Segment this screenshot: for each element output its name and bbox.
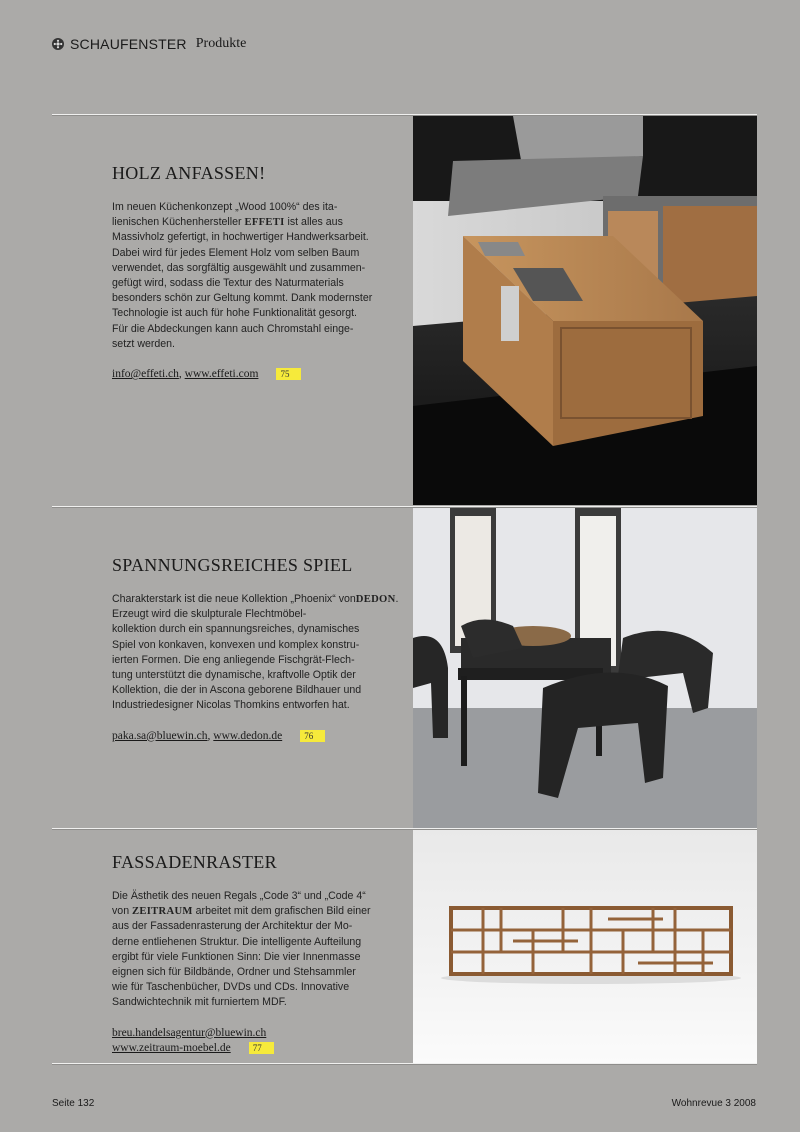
contact-email-link[interactable]: paka.sa@bluewin.ch [112,729,208,742]
article-body: Die Ästhetik des neuen Regals „Code 3“ und „Code 4“ von ZEITRAUM arbeitet mit dem grafischen Bild einer aus der Fassadenrasterung der Architektur der Mo- derne entliehenen Struktur. Die intelligente Aufteilung ergibt für viele Funktionen Sinn: Die vier Innenmasse eignen sich für Bildbände, Ordner und Stehsammler wie für Taschenbücher, DVDs und CDs. Innovative Sandwichtechnik mit furniertem MDF. [112,890,371,1009]
page-number: Seite 132 [52,1098,95,1109]
website-link[interactable]: www.dedon.de [213,729,283,742]
brand-name: EFFETI [244,217,285,229]
article-title: SPANNUNGSREICHES SPIEL [112,555,353,575]
magazine-section-brand: SCHAUFENSTER [70,36,187,52]
article-body: Im neuen Küchenkonzept „Wood 100%“ des ita- lienischen Küchenhersteller EFFETI ist alles aus Massivholz gefertigt, in hochwertiger Handwerksarbeit. Dabei wird für jedes Element Holz vom selben Baum verwendet, das sorgfältig ausgewählt und zusammen- gefügt wird, sodass die Textur des Naturmaterials besonders schön zur Geltung kommt. Dank modernster Technologie ist auch für hohe Funktionalität gesorgt. Für die Abdeckungen kann auch Chromstahl einge- setzt werden. [112,201,373,350]
reader-service-number: 75 [276,368,301,380]
flower-logo-icon [52,38,64,50]
article-links [112,1026,402,1056]
divider-top [52,114,757,115]
article-holz-anfassen [112,163,402,382]
contact-email-link[interactable]: breu.handelsagentur@bluewin.ch [112,1026,267,1039]
article-links: info@effeti.ch, www.effeti.com 75 [112,367,402,382]
dedon-chairs-photo [413,508,757,828]
article-title: HOLZ ANFASSEN! [112,163,266,183]
magazine-section-name: Produkte [195,36,247,51]
article-links: paka.sa@bluewin.ch, www.dedon.de 76 [112,729,402,744]
zeitraum-shelf-photo [413,830,757,1063]
website-link[interactable]: www.effeti.com [184,368,259,381]
page-header [52,34,246,54]
website-link[interactable]: www.zeitraum-moebel.de [112,1041,231,1054]
divider-bottom [52,1063,757,1064]
brand-name: DEDON [355,594,396,605]
divider-2 [52,828,757,829]
brand-name: ZEITRAUM [132,906,193,918]
contact-email-link[interactable]: info@effeti.ch [112,368,179,381]
article-spannungsreiches-spiel [112,555,402,744]
reader-service-number: 77 [249,1042,274,1054]
article-body: Charakterstark ist die neue Kollektion „Phoenix“ vonDEDON. Erzeugt wird die skulpturale Flechtmöbel- kollektion durch ein spannungsreiches, dynamisches Spiel von konkaven, konvexen und komplex konstru- ierten Formen. Die eng anliegende Fischgrät-Flech- tung unterstützt die dynamische, kraftvolle Optik der Kollektion, die der in Ascona geborene Bildhauer und Industriedesigner Nicolas Thomkins entworfen hat. [112,593,399,712]
article-title: FASSADENRASTER [112,852,277,872]
divider-1 [52,506,757,507]
reader-service-number: 76 [300,730,325,742]
kitchen-photo [413,116,757,505]
article-fassadenraster [112,852,402,1056]
issue-label: Wohnrevue 3 2008 [671,1098,756,1109]
